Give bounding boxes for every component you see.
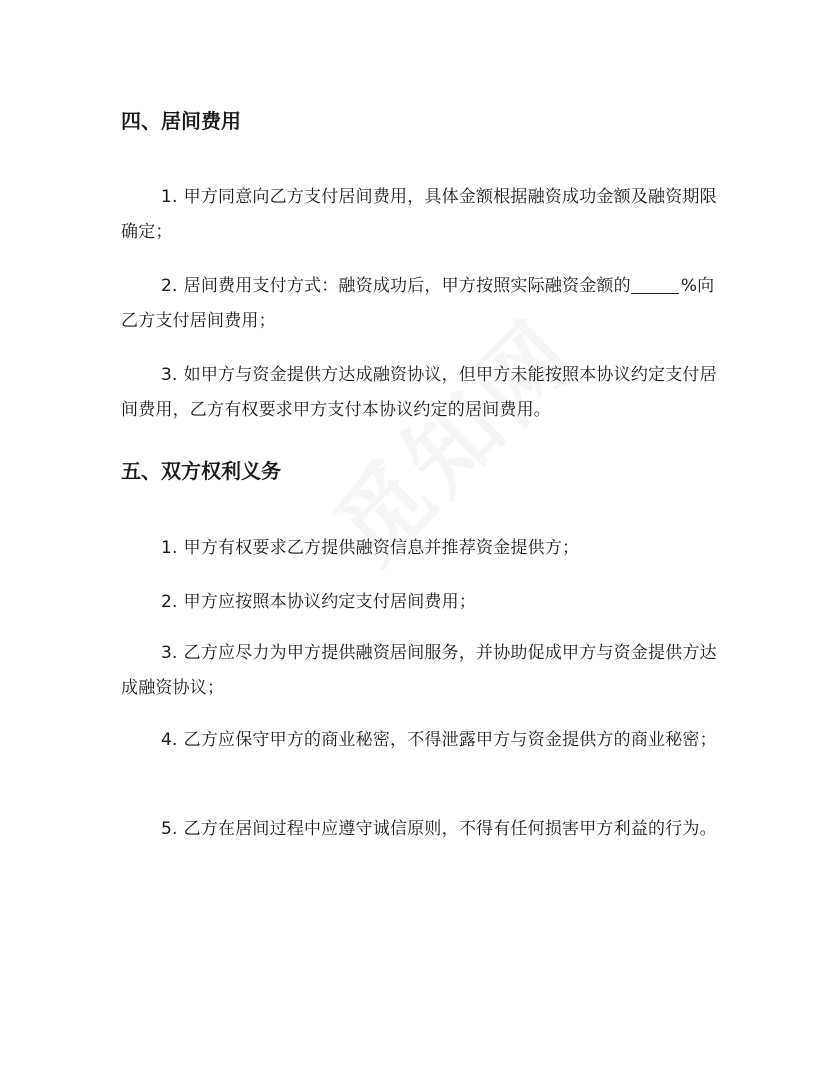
clause-number: 4. (161, 730, 178, 750)
clause-number: 2. (161, 276, 178, 296)
clause-text: 甲方有权要求乙方提供融资信息并推荐资金提供方； (183, 538, 580, 558)
clause-number: 1. (161, 538, 178, 558)
clause-rights-1 (121, 531, 721, 566)
clause-rights-4 (121, 723, 721, 758)
clause-text: 乙方在居间过程中应遵守诚信原则，不得有任何损害甲方利益的行为。 (183, 819, 717, 839)
clause-rights-3 (121, 636, 721, 706)
clause-text: 乙方应尽力为甲方提供融资居间服务，并协助促成甲方与资金提供方达成融资协议； (121, 643, 717, 698)
clause-text: 甲方同意向乙方支付居间费用，具体金额根据融资成功金额及融资期限确定； (121, 187, 717, 242)
clause-fees-1 (121, 180, 721, 250)
clause-text: 如甲方与资金提供方达成融资协议，但甲方未能按照本协议约定支付居间费用，乙方有权要求甲方支付本协议约定的居间费用。 (121, 365, 717, 420)
clause-text: 居间费用支付方式：融资成功后，甲方按照实际融资金额的 (183, 276, 631, 296)
clause-fees-2 (121, 269, 721, 339)
clause-number: 5. (161, 819, 178, 839)
clause-number: 2. (161, 592, 178, 612)
clause-text: 甲方应按照本协议约定支付居间费用； (183, 592, 477, 612)
clause-rights-2 (121, 585, 721, 620)
clause-fees-3 (121, 358, 721, 428)
clause-number: 3. (161, 643, 178, 663)
clause-number: 1. (161, 187, 178, 207)
clause-text-after: %向乙方支付居间费用； (121, 276, 715, 331)
section-title-rights: 五、双方权利义务 (121, 459, 281, 483)
clause-number: 3. (161, 365, 178, 385)
clause-text: 乙方应保守甲方的商业秘密，不得泄露甲方与资金提供方的商业秘密； (183, 730, 717, 750)
percentage-blank (631, 275, 679, 294)
clause-rights-5 (121, 812, 721, 847)
section-title-fees: 四、居间费用 (121, 109, 241, 133)
